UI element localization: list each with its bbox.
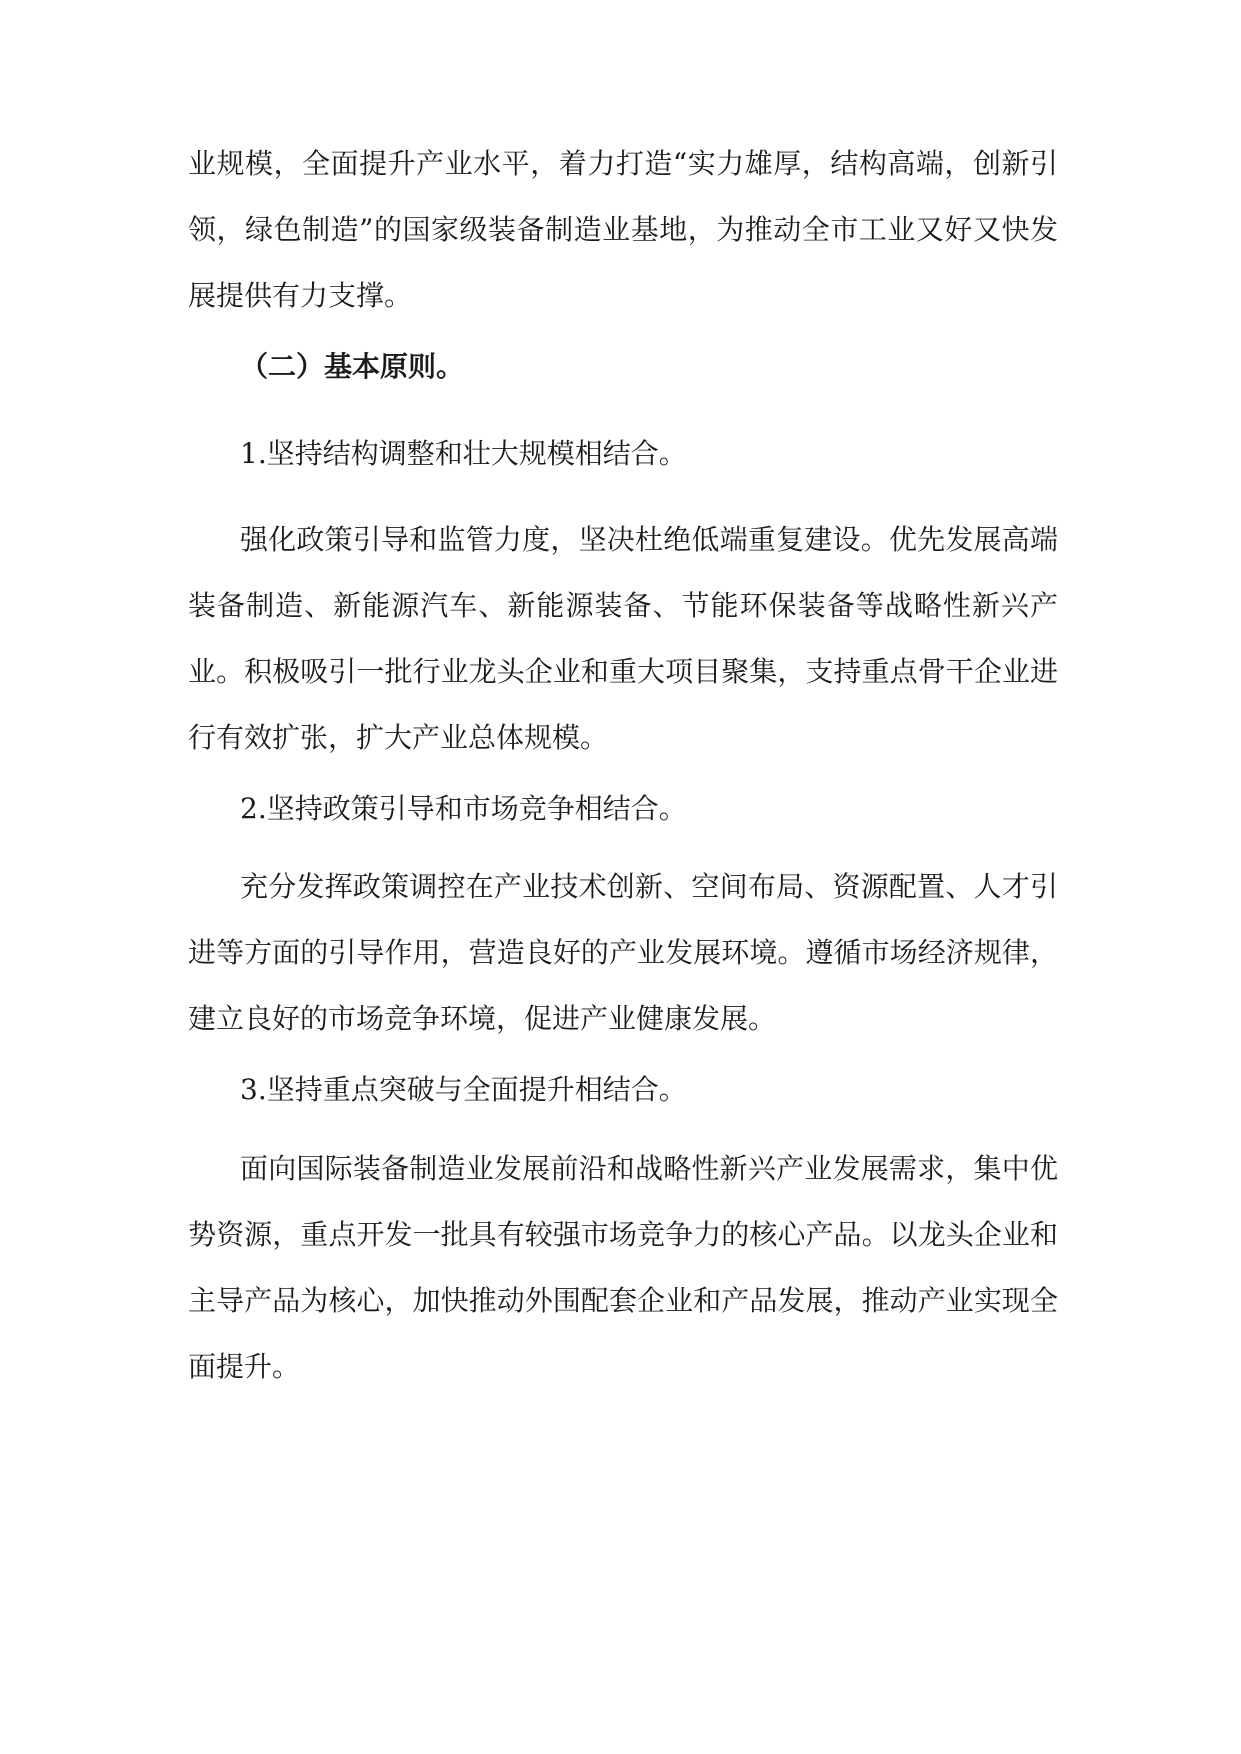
principle-3-title: 3.坚持重点突破与全面提升相结合。 [240,1073,687,1106]
paragraph-intro-continuation: 业规模，全面提升产业水平，着力打造“实力雄厚，结构高端，创新引领，绿色制造”的国家级装备制造业基地，为推动全市工业又好又快发展提供有力支撑。 [188,147,1058,312]
section-heading: （二）基本原则。 [240,350,465,383]
principle-2-body: 充分发挥政策调控在产业技术创新、空间布局、资源配置、人才引进等方面的引导作用，营造良好的产业发展环境。遵循市场经济规律，建立良好的市场竞争环境，促进产业健康发展。 [188,870,1058,1035]
principle-2-title: 2.坚持政策引导和市场竞争相结合。 [240,792,687,825]
principle-3-body: 面向国际装备制造业发展前沿和战略性新兴产业发展需求，集中优势资源，重点开发一批具有较强市场竞争力的核心产品。以龙头企业和主导产品为核心，加快推动外围配套企业和产品发展，推动产业实现全面提升。 [188,1152,1058,1383]
principle-1-title: 1.坚持结构调整和壮大规模相结合。 [240,437,687,470]
principle-1-body: 强化政策引导和监管力度，坚决杜绝低端重复建设。优先发展高端装备制造、新能源汽车、新能源装备、节能环保装备等战略性新兴产业。积极吸引一批行业龙头企业和重大项目聚集，支持重点骨干企业进行有效扩张，扩大产业总体规模。 [188,523,1058,754]
